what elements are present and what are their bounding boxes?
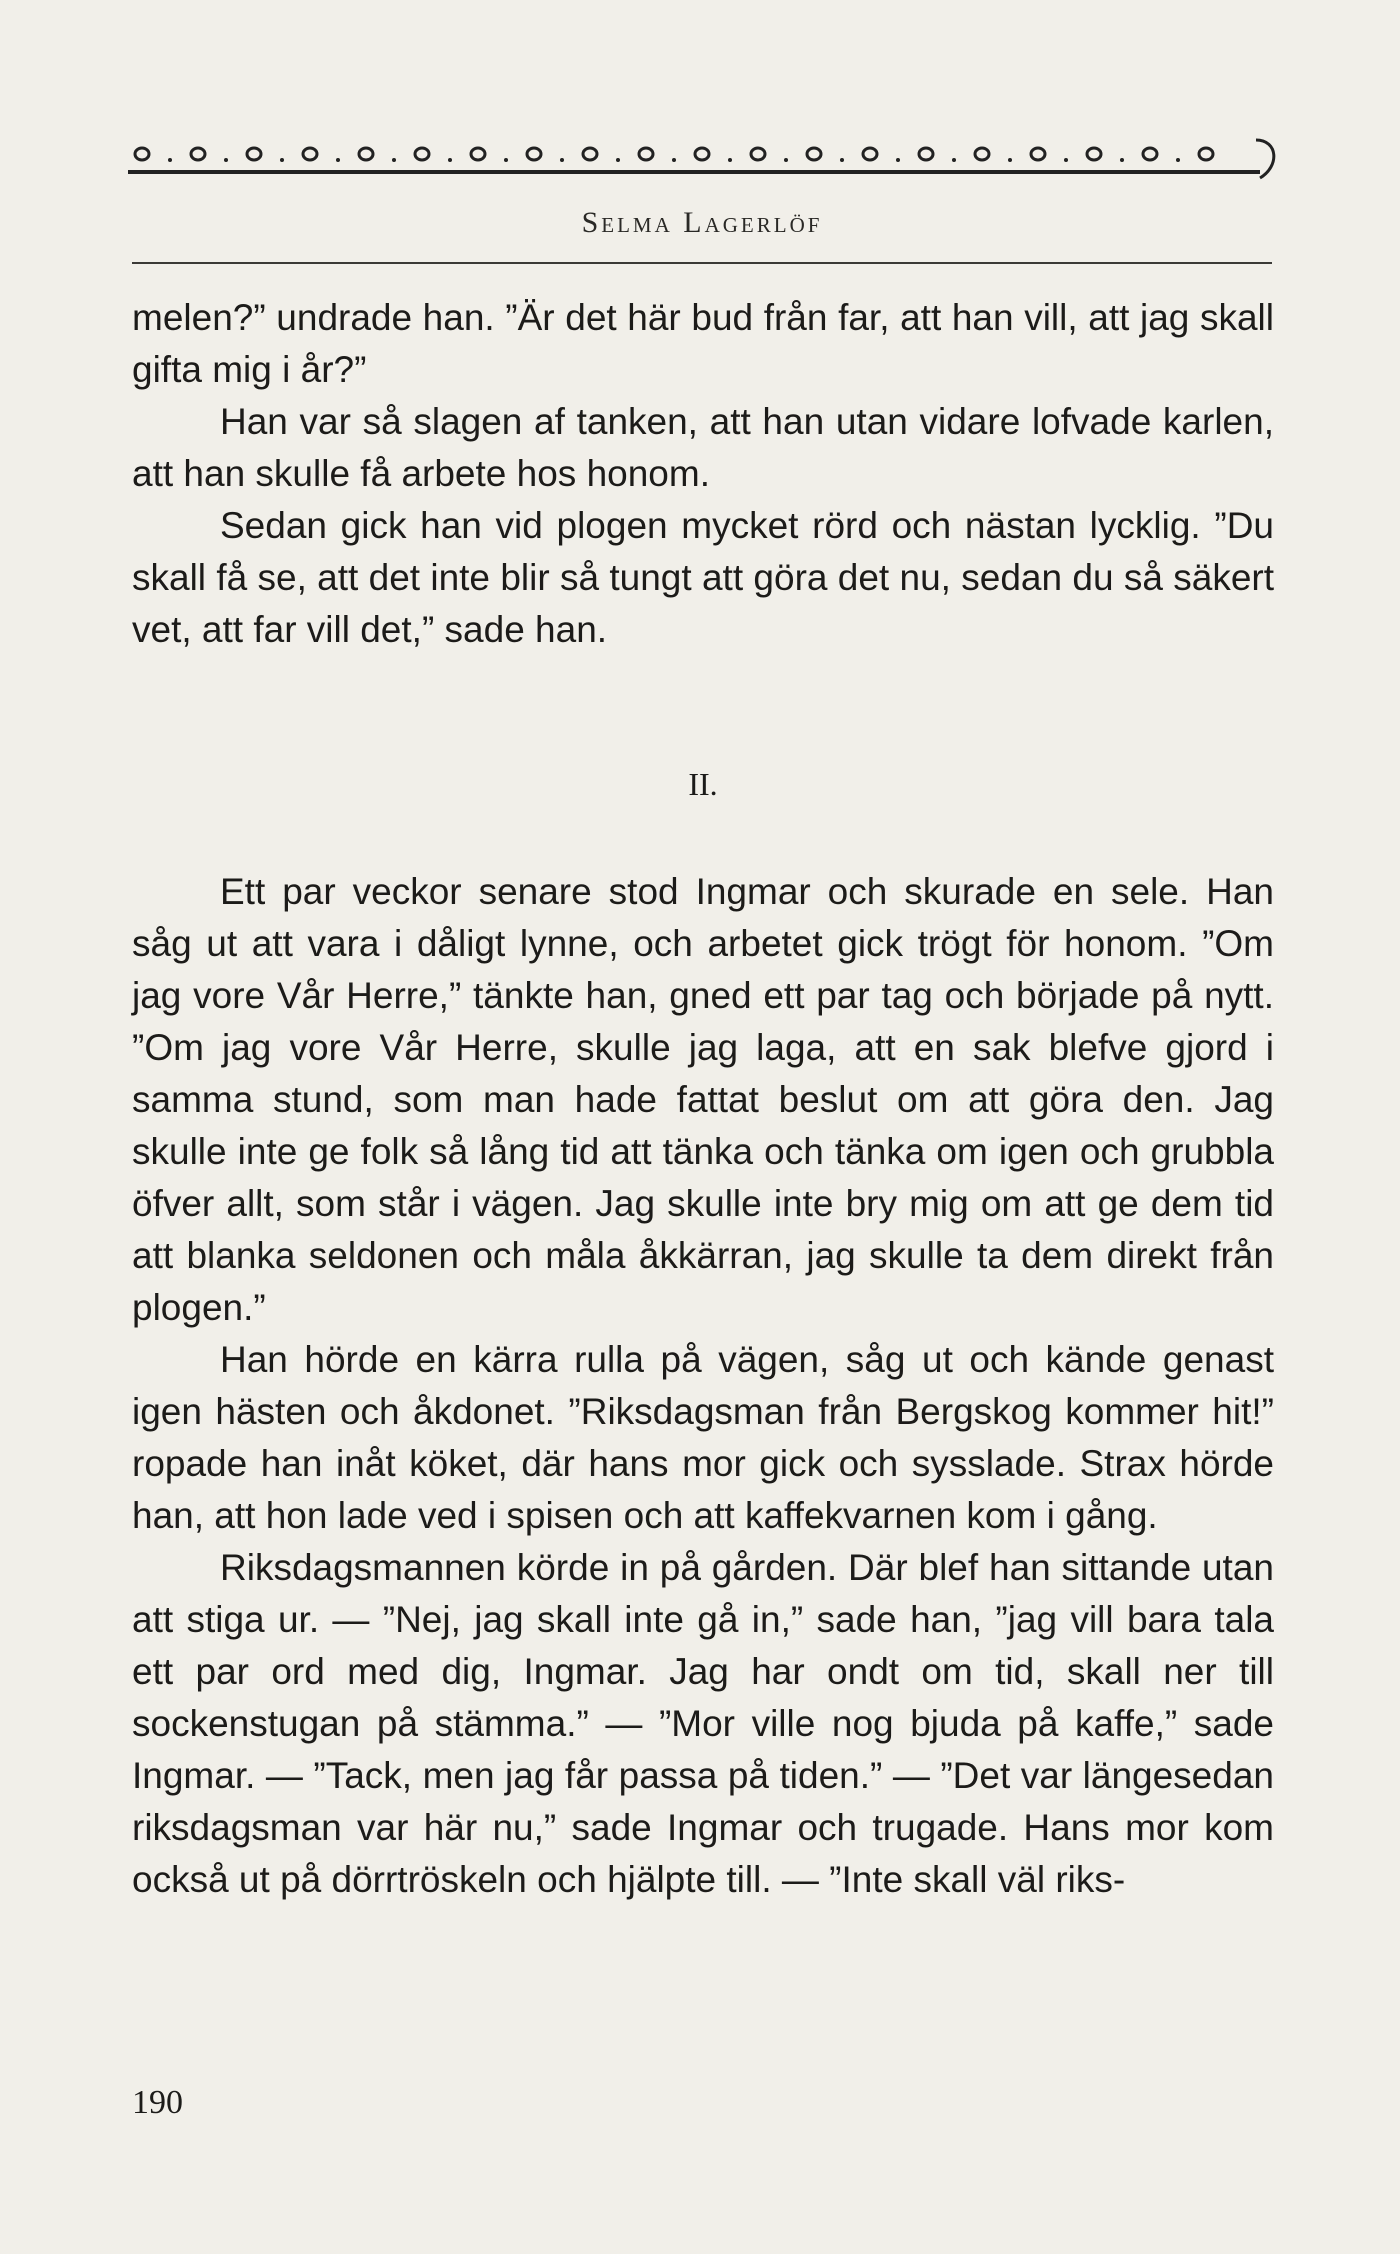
paragraph: Han hörde en kärra rulla på vägen, såg ut och kände genast igen hästen och åkdonet. ”Riksdagsman från Bergskog kommer hit!” ropade han inåt köket, där hans mor gick och sysslade. Strax hörde han, att hon lade ved i spisen och att kaffekvarnen kom i gång. <box>132 1339 1274 1536</box>
page-number: 190 <box>132 2084 183 2121</box>
section-number: II. <box>688 766 718 802</box>
paragraph: Ett par veckor senare stod Ingmar och skurade en sele. Han såg ut att vara i dåligt lynne, och arbetet gick trögt för honom. ”Om jag vore Vår Herre,” tänkte han, gned ett par tag och började på nytt. ”Om jag vore Vår Herre, skulle jag laga, att en sak blefve gjord i samma stund, som man hade fattat beslut om att göra den. Jag skulle inte ge folk så lång tid att tänka och tänka om igen och grubbla öfver allt, som står i vägen. Jag skulle inte bry mig om att ge dem tid att blanka seldonen och måla åkkärran, jag skulle ta dem direkt från plogen.” <box>132 871 1274 1328</box>
top-text-block <box>132 292 1274 656</box>
header-rule <box>132 262 1272 264</box>
paragraph: Riksdagsmannen körde in på gården. Där blef han sittande utan att stiga ur. — ”Nej, jag skall inte gå in,” sade han, ”jag vill bara tala ett par ord med dig, Ingmar. Jag har ondt om tid, skall ner till sockenstugan på stämma.” — ”Mor ville nog bjuda på kaffe,” sade Ingmar. — ”Tack, men jag får passa på tiden.” — ”Det var längesedan riksdagsman var här nu,” sade Ingmar och trugade. Hans mor kom också ut på dörrtröskeln och hjälpte till. — ”Inte skall väl riks- <box>132 1547 1274 1900</box>
decorative-header-border <box>128 126 1280 182</box>
paragraph: Han var så slagen af tanken, att han utan vidare lofvade karlen, att han skulle få arbete hos honom. <box>132 401 1274 494</box>
paragraph: melen?” undrade han. ”Är det här bud från far, att han vill, att jag skall gifta mig i år?” <box>132 297 1274 390</box>
paragraph: Sedan gick han vid plogen mycket rörd och nästan lycklig. ”Du skall få se, att det inte blir så tungt att göra det nu, sedan du så säkert vet, att far vill det,” sade han. <box>132 505 1274 650</box>
running-header: Selma Lagerlöf <box>581 206 823 239</box>
main-text-block <box>132 866 1274 1906</box>
